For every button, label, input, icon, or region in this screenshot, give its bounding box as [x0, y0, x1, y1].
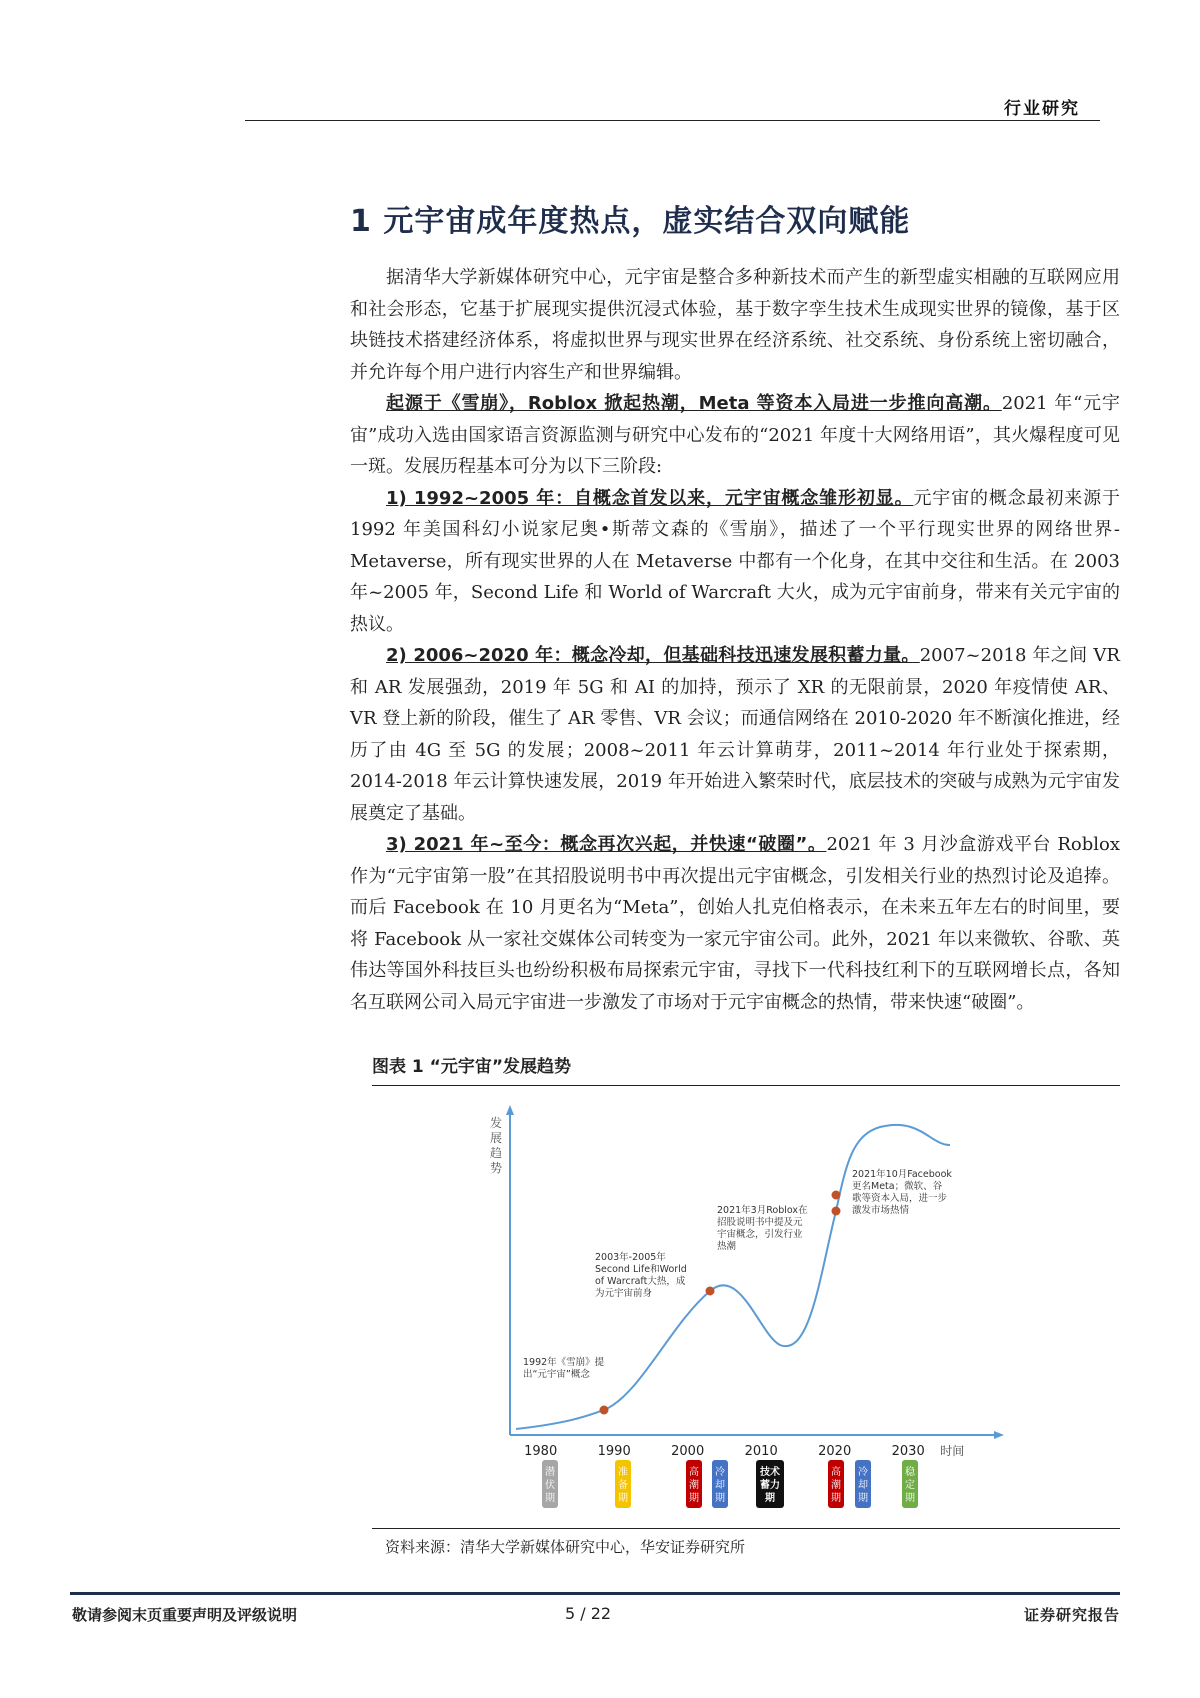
- paragraph-2-heading: 起源于《雪崩》，Roblox 掀起热潮，Meta 等资本入局进一步推向高潮。: [386, 393, 1002, 414]
- paragraph-1-text: 据清华大学新媒体研究中心，元宇宙是整合多种新技术而产生的新型虚实相融的互联网应用和社会形态，它基于扩展现实提供沉浸式体验，基于数字孪生技术生成现实世界的镜像，基于区块链技术搭建经济体系，将虚拟世界与现实世界在经济系统、社交系统、身份系统上密切融合，并允许每个用户进行内容生产和世界编辑。: [350, 267, 1120, 383]
- phase-label: 期: [905, 1493, 915, 1504]
- paragraph-4-text: 2007~2018 年之间 VR 和 AR 发展强劲，2019 年 5G 和 AI 的加持，预示了 XR 的无限前景，2020 年疫情使 AR、VR 登上新的阶段，催生了 AR 零售、VR 会议；而通信网络在 2010-2020 年不断演化推进，经历了由 4G 至 5G 的发展；2008~2011 年云计算萌芽，2011~2014 年行业处于探索期，2014-2018 年云计算快速发展，2019 年开始进入繁荣时代，底层技术的突破与成熟为元宇宙发展奠定了基础。: [350, 645, 1120, 824]
- section-title: 1 元宇宙成年度热点，虚实结合双向赋能: [350, 204, 911, 239]
- page-number: 5 / 22: [565, 1604, 612, 1623]
- footer-report-type: 证券研究报告: [1023, 1606, 1120, 1624]
- y-axis-label: 趋: [490, 1146, 503, 1160]
- paragraph-3: [350, 483, 1120, 641]
- paragraph-4: [350, 640, 1120, 829]
- annotation-text: 激发市场热情: [852, 1205, 910, 1216]
- x-tick-label: 1990: [597, 1444, 631, 1459]
- phase-label: 期: [831, 1493, 841, 1504]
- phase-label: 潮: [831, 1480, 841, 1491]
- paragraph-4-heading: 2) 2006~2020 年：概念冷却，但基础科技迅速发展积蓄力量。: [386, 645, 920, 666]
- phase-label: 却: [858, 1480, 868, 1491]
- phase-label: 潮: [689, 1480, 699, 1491]
- header-rule: [245, 120, 1100, 121]
- phase-label: 定: [905, 1480, 915, 1491]
- y-axis-label: 展: [490, 1131, 503, 1145]
- paragraph-2: [350, 388, 1120, 483]
- annotation-text: 2021年3月Roblox在: [717, 1205, 808, 1216]
- phase-label: 高: [831, 1467, 841, 1478]
- y-axis-label: 发: [490, 1116, 503, 1130]
- footer-disclaimer: 敬请参阅末页重要声明及评级说明: [72, 1606, 298, 1624]
- paragraph-1: [350, 262, 1120, 388]
- phase-label: 稳: [905, 1467, 915, 1478]
- source-rule: [372, 1528, 1120, 1529]
- phase-label: 期: [858, 1493, 868, 1504]
- annotation-text: Second Life和World: [595, 1264, 687, 1275]
- annotation-marker: [706, 1287, 715, 1296]
- paragraph-3-heading: 1) 1992~2005 年：自概念首发以来，元宇宙概念雏形初显。: [386, 487, 914, 509]
- phase-label: 冷: [858, 1467, 868, 1478]
- trend-chart: [480, 1095, 1020, 1535]
- phase-label: 期: [715, 1493, 725, 1504]
- paragraph-2-text: 2021 年“元宇宙”成功入选由国家语言资源监测与研究中心发布的“2021 年度十大网络用语”，其火爆程度可见一斑。发展历程基本可分为以下三阶段:: [350, 393, 1120, 477]
- paragraph-5: [350, 829, 1120, 1018]
- phase-label: 准: [618, 1467, 628, 1478]
- annotation-text: 出“元宇宙”概念: [523, 1369, 590, 1380]
- x-tick-label: 2030: [891, 1444, 925, 1459]
- phase-label: 技术: [760, 1467, 780, 1478]
- paragraph-5-heading: 3) 2021 年~至今：概念再次兴起，并快速“破圈”。: [386, 834, 827, 855]
- x-tick-label: 2000: [671, 1444, 705, 1459]
- annotation-text: of Warcraft大热，成: [595, 1276, 686, 1287]
- paragraph-5-text: 2021 年 3 月沙盒游戏平台 Roblox 作为“元宇宙第一股”在其招股说明书中再次提出元宇宙概念，引发相关行业的热烈讨论及追捧。而后 Facebook 在 10 月更名为“Meta”，创始人扎克伯格表示，在未来五年左右的时间里，要将 Facebook 从一家社交媒体公司转变为一家元宇宙公司。此外，2021 年以来微软、谷歌、英伟达等国外科技巨头也纷纷积极布局探索元宇宙，寻找下一代科技红利下的互联网增长点，各知名互联网公司入局元宇宙进一步激发了市场对于元宇宙概念的热情，带来快速“破圈”。: [350, 834, 1121, 1013]
- phase-label: 备: [618, 1480, 628, 1491]
- phase-label: 期: [545, 1493, 555, 1504]
- x-tick-label: 2020: [818, 1444, 852, 1459]
- annotation-text: 歌等资本入局，进一步: [852, 1193, 948, 1204]
- phase-label: 潜: [545, 1467, 555, 1478]
- annotation-text: 热潮: [717, 1241, 737, 1252]
- annotation-text: 为元宇宙前身: [595, 1288, 653, 1299]
- body-text: [350, 262, 1120, 1018]
- x-axis-label: 时间: [940, 1444, 965, 1458]
- phase-label: 期: [765, 1493, 775, 1504]
- y-axis-arrow: [506, 1105, 514, 1115]
- x-tick-label: 2010: [744, 1444, 778, 1459]
- annotation-text: 2003年-2005年: [595, 1252, 666, 1263]
- phase-label: 期: [689, 1493, 699, 1504]
- annotation-marker: [600, 1406, 609, 1415]
- annotation-text: 1992年《雪崩》提: [523, 1357, 605, 1368]
- phase-label: 伏: [545, 1480, 555, 1491]
- annotation-text: 2021年10月Facebook: [852, 1169, 952, 1180]
- figure-caption: 图表 1 “元宇宙”发展趋势: [372, 1052, 1120, 1086]
- annotation-marker: [832, 1207, 841, 1216]
- phase-label: 却: [715, 1480, 725, 1491]
- trend-chart-svg: [480, 1095, 1020, 1535]
- phase-label: 蓄力: [760, 1480, 780, 1491]
- annotation-text: 更名Meta；微软、谷: [852, 1181, 943, 1192]
- phase-label: 高: [689, 1467, 699, 1478]
- header-label: 行业研究: [1004, 99, 1080, 119]
- source-note: 资料来源：清华大学新媒体研究中心，华安证券研究所: [385, 1538, 746, 1556]
- annotation-text: 宇宙概念，引发行业: [717, 1229, 803, 1240]
- phase-label: 期: [618, 1493, 628, 1504]
- paragraph-3-text: 元宇宙的概念最初来源于 1992 年美国科幻小说家尼奥•斯蒂文森的《雪崩》，描述了一个平行现实世界的网络世界-Metaverse，所有现实世界的人在 Metaverse 中都有一个化身，在其中交往和生活。在 2003 年~2005 年，Second Life 和 World of Warcraft 大火，成为元宇宙前身，带来有关元宇宙的热议。: [350, 487, 1121, 635]
- x-tick-label: 1980: [524, 1444, 558, 1459]
- x-axis-arrow: [994, 1431, 1004, 1439]
- annotation-marker: [832, 1191, 841, 1200]
- phase-label: 冷: [715, 1467, 725, 1478]
- annotation-text: 招股说明书中提及元: [717, 1217, 803, 1228]
- y-axis-label: 势: [490, 1161, 503, 1175]
- footer-rule: [70, 1592, 1120, 1595]
